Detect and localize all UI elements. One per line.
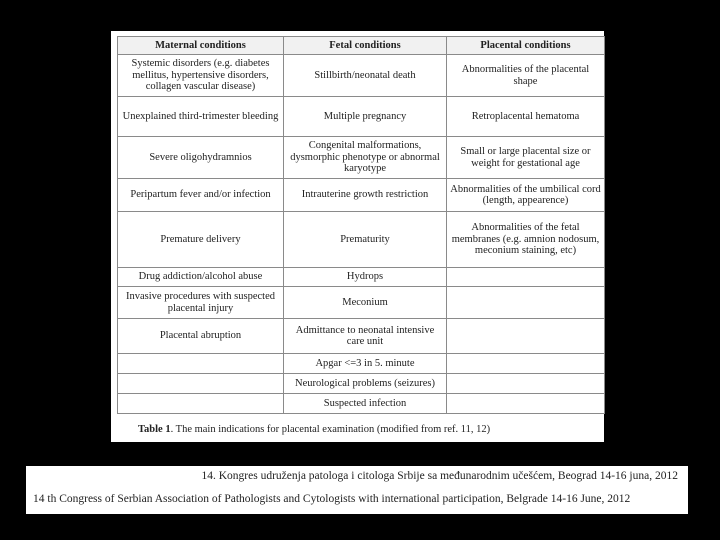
table-cell: Multiple pregnancy (284, 97, 447, 137)
caption-label: Table 1 (138, 424, 171, 435)
table-cell: Placental abruption (118, 319, 284, 354)
table-row (118, 319, 605, 354)
table-cell (447, 354, 605, 374)
table-cell (447, 268, 605, 287)
table-cell: Unexplained third-trimester bleeding (118, 97, 284, 137)
table-cell: Retroplacental hematoma (447, 97, 605, 137)
table-row (118, 137, 605, 179)
table-cell: Premature delivery (118, 212, 284, 268)
header-fetal: Fetal conditions (284, 37, 447, 55)
table-cell: Abnormalities of the umbilical cord (length, appearence) (447, 179, 605, 212)
table-cell: Small or large placental size or weight for gestational age (447, 137, 605, 179)
table-cell (447, 374, 605, 394)
header-placental: Placental conditions (447, 37, 605, 55)
table-header-row (118, 37, 605, 55)
table-cell: Hydrops (284, 268, 447, 287)
table-caption (138, 424, 490, 435)
table-cell: Intrauterine growth restriction (284, 179, 447, 212)
table-row (118, 179, 605, 212)
footer-line-serbian: 14. Kongres udruženja patologa i citologa Srbije sa međunarodnim učešćem, Beograd 14-16 juna, 2012 (201, 470, 678, 482)
table-cell: Severe oligohydramnios (118, 137, 284, 179)
table-row (118, 394, 605, 414)
table-cell (118, 354, 284, 374)
table-cell (118, 374, 284, 394)
table-cell: Apgar <=3 in 5. minute (284, 354, 447, 374)
table-cell: Invasive procedures with suspected placental injury (118, 287, 284, 319)
table-cell: Prematurity (284, 212, 447, 268)
table-row (118, 97, 605, 137)
table-cell (118, 394, 284, 414)
table-cell: Neurological problems (seizures) (284, 374, 447, 394)
table-row (118, 268, 605, 287)
table-cell: Peripartum fever and/or infection (118, 179, 284, 212)
table-cell: Abnormalities of the placental shape (447, 55, 605, 97)
table-row (118, 374, 605, 394)
table-cell: Drug addiction/alcohol abuse (118, 268, 284, 287)
table-cell: Stillbirth/neonatal death (284, 55, 447, 97)
table-cell: Suspected infection (284, 394, 447, 414)
table-cell (447, 394, 605, 414)
header-maternal: Maternal conditions (118, 37, 284, 55)
caption-text: . The main indications for placental examination (modified from ref. 11, 12) (170, 424, 491, 435)
table-row (118, 55, 605, 97)
table-cell: Meconium (284, 287, 447, 319)
footer-line-english: 14 th Congress of Serbian Association of Pathologists and Cytologists with international participation, Belgrade 14-16 June, 2012 (33, 493, 631, 505)
table-row (118, 212, 605, 268)
table-row (118, 354, 605, 374)
table-cell: Congenital malformations, dysmorphic phenotype or abnormal karyotype (284, 137, 447, 179)
table-cell (447, 319, 605, 354)
table-cell: Systemic disorders (e.g. diabetes mellitus, hypertensive disorders, collagen vascular disease) (118, 55, 284, 97)
slide-document (111, 31, 604, 442)
table-row (118, 287, 605, 319)
congress-footer (26, 466, 688, 514)
table-cell (447, 287, 605, 319)
table-cell: Admittance to neonatal intensive care unit (284, 319, 447, 354)
table-cell: Abnormalities of the fetal membranes (e.g. amnion nodosum, meconium staining, etc) (447, 212, 605, 268)
placental-indications-table (117, 36, 605, 414)
